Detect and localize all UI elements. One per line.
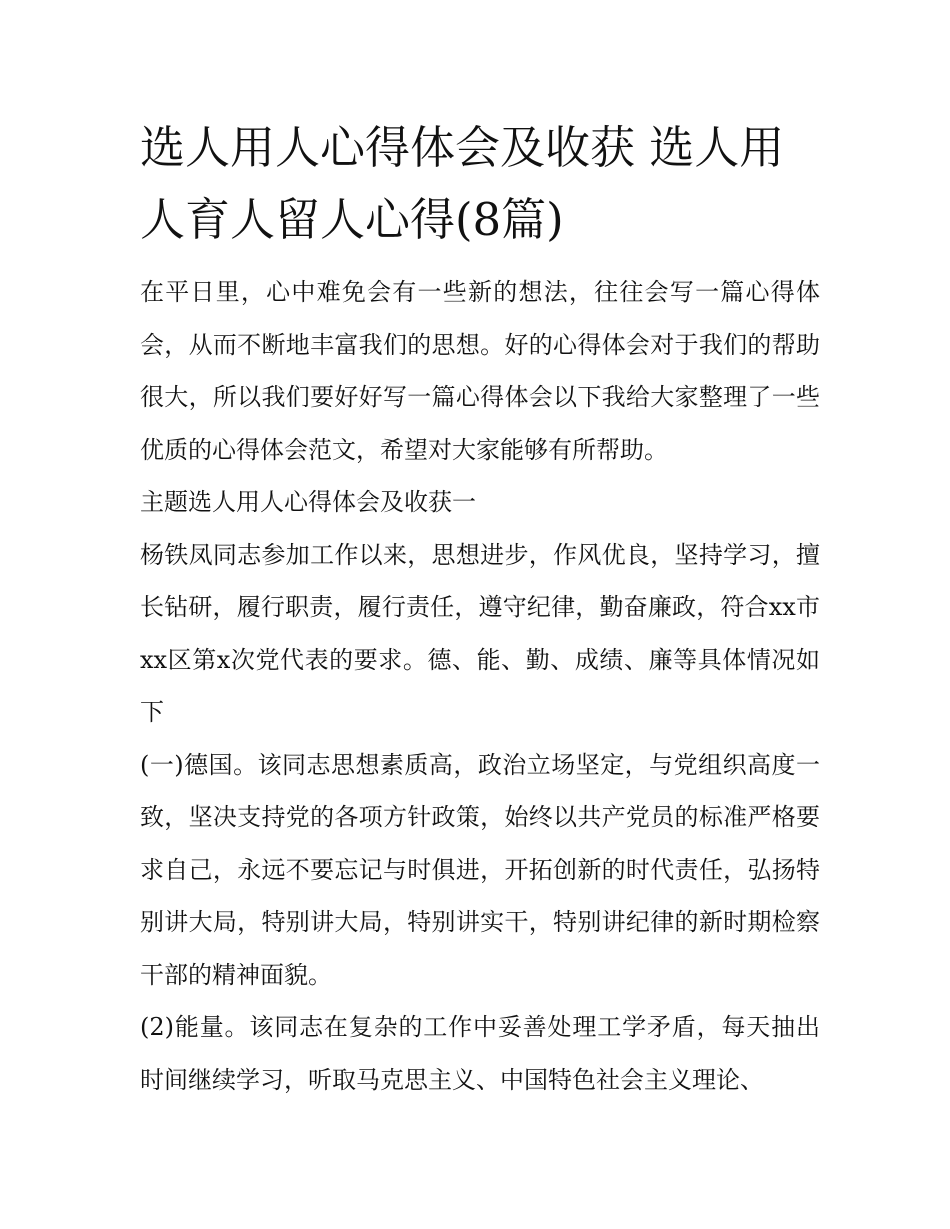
body-paragraph: (一)德国。该同志思想素质高，政治立场坚定，与党组织高度一致，坚决支持党的各项方针政策，始终以共产党员的标准严格要求自己，永远不要忘记与时俱进，开拓创新的时代责任，弘扬特别讲大局，特别讲大局，特别讲实干，特别讲纪律的新时期检察干部的精神面貌。 (140, 750, 820, 989)
body-paragraph: 杨铁凤同志参加工作以来，思想进步，作风优良，坚持学习，擅长钻研，履行职责，履行责任，遵守纪律，勤奋廉政，符合xx市xx区第x次党代表的要求。德、能、勤、成绩、廉等具体情况如下 (140, 540, 820, 726)
section-heading: 主题选人用人心得体会及收获一 (140, 488, 476, 516)
document-body (140, 112, 820, 1106)
body-paragraph: (2)能量。该同志在复杂的工作中妥善处理工学矛盾，每天抽出时间继续学习，听取马克思主义、中国特色社会主义理论、 (140, 1013, 820, 1094)
intro-paragraph: 在平日里，心中难免会有一些新的想法，往往会写一篇心得体会，从而不断地丰富我们的思想。好的心得体会对于我们的帮助很大，所以我们要好好写一篇心得体会以下我给大家整理了一些优质的心得体会范文，希望对大家能够有所帮助。 (140, 278, 820, 464)
document-title: 选人用人心得体会及收获 选人用人育人留人心得(8篇) (140, 121, 785, 246)
